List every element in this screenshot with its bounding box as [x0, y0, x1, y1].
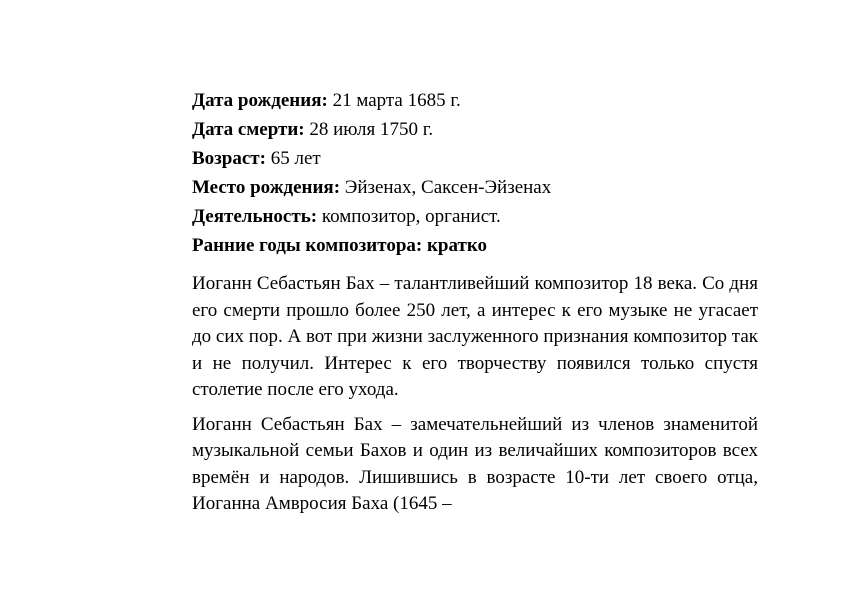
- fact-value: 65 лет: [270, 148, 321, 169]
- fact-label: Дата рождения:: [192, 90, 328, 111]
- fact-age: [192, 144, 758, 173]
- fact-label: Деятельность:: [192, 206, 318, 227]
- fact-birth-date: [192, 86, 758, 115]
- fact-value: 21 марта 1685 г.: [332, 90, 461, 111]
- fact-label: Место рождения:: [192, 177, 341, 198]
- fact-birth-place: [192, 173, 758, 202]
- fact-occupation: [192, 202, 758, 231]
- fact-value: композитор, органист.: [321, 206, 501, 227]
- fact-value: 28 июля 1750 г.: [309, 119, 434, 140]
- fact-label: Возраст:: [192, 148, 266, 169]
- fact-value: Эйзенах, Саксен-Эйзенах: [344, 177, 552, 198]
- paragraph: Иоганн Себастьян Бах – замечательнейший из членов знаменитой музыкальной семьи Бахов и один из величайших композиторов всех времён и народов. Лишившись в возрасте 10-ти лет своего отца, Иоганна Амвросия Баха (1645 –: [192, 413, 758, 514]
- fact-death-date: [192, 115, 758, 144]
- section-heading: Ранние годы композитора: кратко: [192, 235, 488, 256]
- document-content: [192, 86, 758, 518]
- paragraph: Иоганн Себастьян Бах – талантливейший композитор 18 века. Со дня его смерти прошло более 250 лет, а интерес к его музыке не угасает до сих пор. А вот при жизни заслуженного признания композитор так и не получил. Интерес к его творчеству появился только спустя столетие после его ухода.: [192, 273, 758, 400]
- fact-label: Дата смерти:: [192, 119, 305, 140]
